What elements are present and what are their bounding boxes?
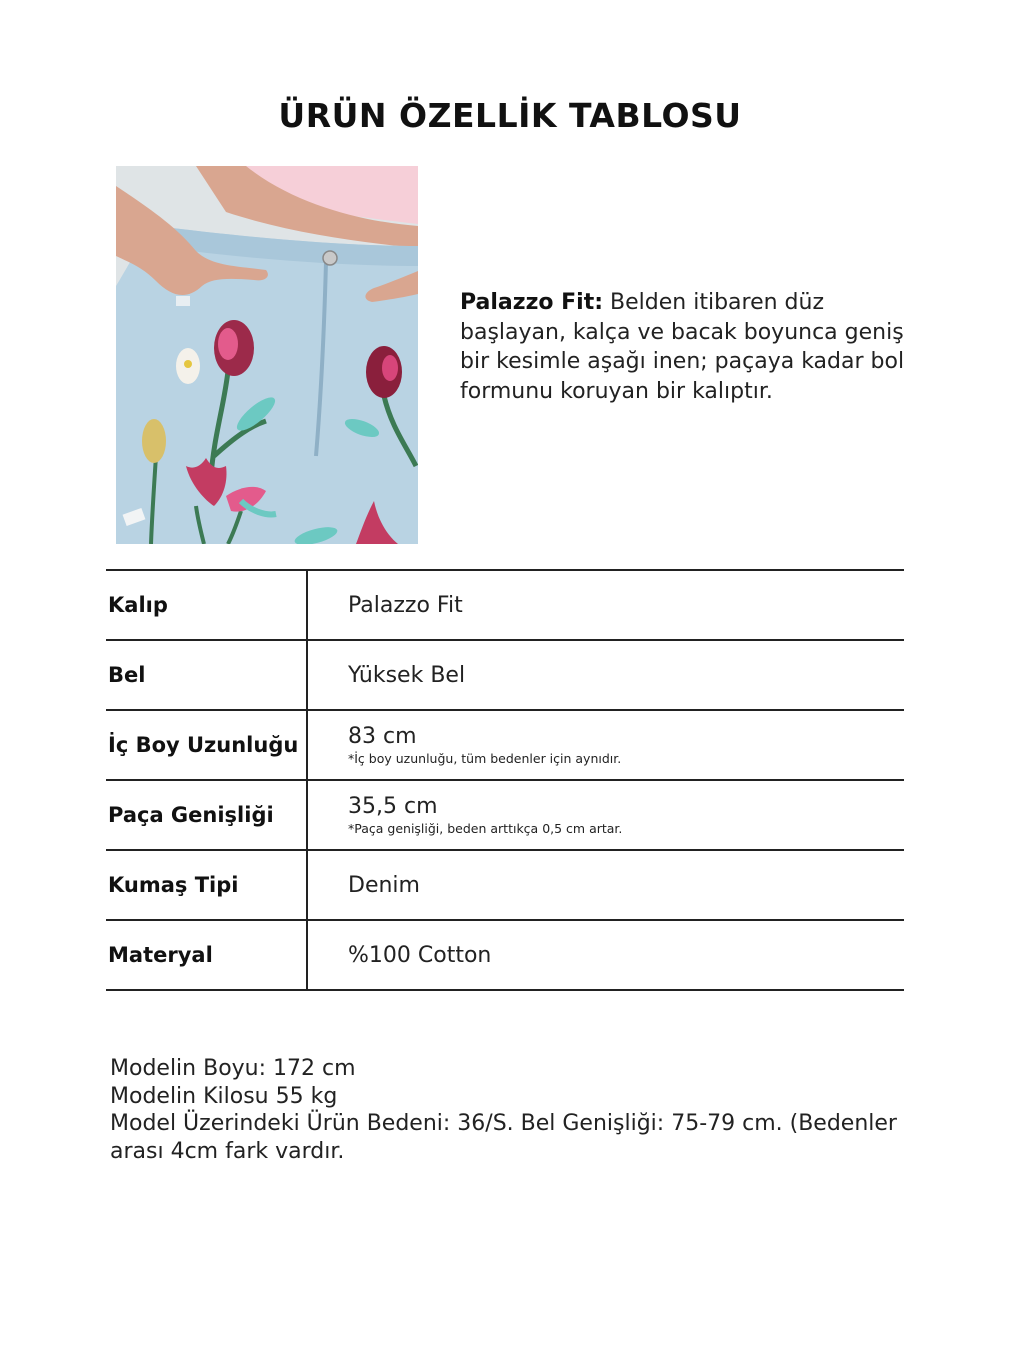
spec-row-kumas: [106, 851, 904, 921]
spec-value: Yüksek Bel: [348, 662, 466, 688]
model-size: Model Üzerindeki Ürün Bedeni: 36/S. Bel Genişliği: 75-79 cm. (Bedenler arası 4cm fark vardır.: [110, 1111, 897, 1164]
model-weight: Modelin Kilosu 55 kg: [110, 1083, 338, 1109]
spec-note: *İç boy uzunluğu, tüm bedenler için aynıdır.: [348, 751, 622, 766]
spec-value: Palazzo Fit: [348, 592, 463, 618]
embroidered-jeans-image: [116, 166, 418, 544]
spec-label: Kalıp: [108, 593, 168, 617]
fit-description: [460, 288, 930, 406]
spec-label: Kumaş Tipi: [108, 873, 239, 897]
fit-name: Palazzo Fit:: [460, 290, 604, 315]
spec-value-cell: [348, 641, 904, 709]
column-divider: [306, 641, 308, 709]
spec-value-cell: [348, 781, 904, 849]
model-info: [110, 1055, 900, 1165]
spec-label: Bel: [108, 663, 146, 687]
column-divider: [306, 781, 308, 849]
spec-value-cell: [348, 851, 904, 919]
spec-value: 83 cm: [348, 724, 417, 749]
spec-label: Paça Genişliği: [108, 803, 274, 827]
column-divider: [306, 571, 308, 639]
fit-description-text: Belden itibaren düz başlayan, kalça ve bacak boyunca geniş bir kesimle aşağı inen; paçaya kadar bol formunu koruyan bir kalıptır.: [460, 290, 905, 404]
spec-value: 35,5 cm: [348, 794, 438, 819]
spec-row-bel: [106, 641, 904, 711]
spec-value: Denim: [348, 872, 420, 898]
spec-value-cell: [348, 711, 904, 779]
spec-row-paca: [106, 781, 904, 851]
spec-row-materyal: [106, 921, 904, 991]
column-divider: [306, 711, 308, 779]
spec-row-ic-boy: [106, 711, 904, 781]
spec-table: [106, 569, 904, 991]
product-photo: [116, 166, 418, 544]
spec-value-cell: [348, 571, 904, 639]
model-height: Modelin Boyu: 172 cm: [110, 1056, 356, 1081]
spec-label: Materyal: [108, 943, 213, 967]
spec-note: *Paça genişliği, beden arttıkça 0,5 cm artar.: [348, 821, 623, 836]
column-divider: [306, 921, 308, 989]
spec-row-kalip: [106, 571, 904, 641]
page-title: ÜRÜN ÖZELLİK TABLOSU: [278, 96, 742, 135]
spec-label: İç Boy Uzunluğu: [108, 733, 299, 757]
spec-value-cell: [348, 921, 904, 989]
column-divider: [306, 851, 308, 919]
spec-value: %100 Cotton: [348, 942, 492, 968]
